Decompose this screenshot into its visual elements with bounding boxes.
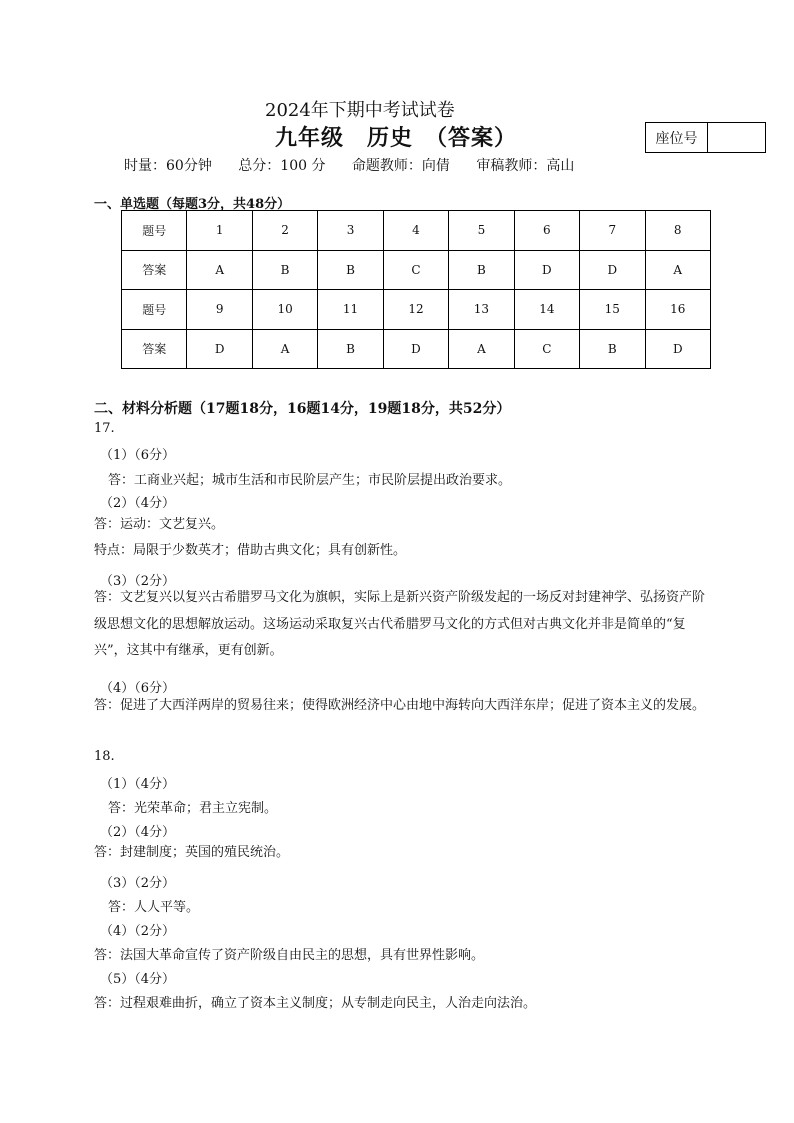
table-cell: D <box>383 329 448 369</box>
table-cell: C <box>383 250 448 290</box>
table-cell: 4 <box>383 211 448 251</box>
table-cell: 9 <box>187 290 252 330</box>
table-cell: D <box>514 250 579 290</box>
q18-part2-answer: 答：封建制度；英国的殖民统治。 <box>94 845 290 860</box>
table-cell: 题号 <box>122 211 187 251</box>
table-cell: 答案 <box>122 329 187 369</box>
q18-part5-heading: （5）（4分） <box>100 972 176 987</box>
q18-part5-answer: 答：过程艰难曲折，确立了资本主义制度；从专制走向民主，人治走向法治。 <box>94 996 537 1011</box>
q17-part4-heading: （4）（6分） <box>100 681 176 696</box>
table-row <box>122 250 711 290</box>
table-cell: A <box>187 250 252 290</box>
table-cell: 6 <box>514 211 579 251</box>
table-cell: B <box>449 250 514 290</box>
exam-time: 时量：60分钟 <box>124 158 212 174</box>
exam-info <box>124 155 596 175</box>
table-cell: C <box>514 329 579 369</box>
table-cell: 13 <box>449 290 514 330</box>
table-cell: 15 <box>580 290 645 330</box>
q17-part2-heading: （2）（4分） <box>100 496 176 511</box>
table-cell: A <box>449 329 514 369</box>
q17-part3-answer: 答：文艺复兴以复兴古希腊罗马文化为旗帜，实际上是新兴资产阶级发起的一场反对封建神学、弘扬资产阶级思想文化的思想解放运动。这场运动采取复兴古代希腊罗马文化的方式但对古典文化并非是简单的“复兴”，这其中有继承，更有创新。 <box>94 590 706 658</box>
question-17-number: 17. <box>94 421 115 436</box>
q18-part2-heading: （2）（4分） <box>100 825 176 840</box>
table-cell: B <box>318 329 383 369</box>
table-cell: D <box>187 329 252 369</box>
q18-part3-answer: 答：人人平等。 <box>108 900 200 915</box>
exam-reviewer: 审稿教师：高山 <box>476 158 575 174</box>
table-row <box>122 290 711 330</box>
table-cell: 14 <box>514 290 579 330</box>
q17-part2-features: 特点：局限于少数英才；借助古典文化；具有创新性。 <box>94 543 407 558</box>
table-cell: D <box>580 250 645 290</box>
q17-part1-heading: （1）（6分） <box>100 448 176 463</box>
section1-heading: 一、单选题（每题3分，共48分） <box>94 197 291 212</box>
seat-number-field <box>708 123 765 152</box>
table-cell: 题号 <box>122 290 187 330</box>
seat-number-label: 座位号 <box>646 123 708 152</box>
table-cell: D <box>645 329 711 369</box>
table-cell: A <box>252 329 317 369</box>
exam-author: 命题教师：向倩 <box>351 158 450 174</box>
answer-table <box>121 210 711 369</box>
table-row <box>122 211 711 251</box>
table-cell: 1 <box>187 211 252 251</box>
q18-part4-answer: 答：法国大革命宣传了资产阶级自由民主的思想，具有世界性影响。 <box>94 948 485 963</box>
table-row <box>122 329 711 369</box>
table-cell: 10 <box>252 290 317 330</box>
table-cell: A <box>645 250 711 290</box>
table-cell: 12 <box>383 290 448 330</box>
q17-part2-answer: 答：运动：文艺复兴。 <box>94 517 225 532</box>
exam-title: 2024年下期中考试试卷 <box>265 100 455 121</box>
table-cell: 8 <box>645 211 711 251</box>
table-cell: B <box>318 250 383 290</box>
q18-part1-heading: （1）（4分） <box>100 777 176 792</box>
table-cell: 5 <box>449 211 514 251</box>
seat-number-box <box>645 122 766 153</box>
table-cell: 11 <box>318 290 383 330</box>
q17-part3-heading: （3）（2分） <box>100 574 176 589</box>
table-cell: B <box>580 329 645 369</box>
section2-heading: 二、材料分析题（17题18分，16题14分，19题18分，共52分） <box>94 401 511 417</box>
q17-part4-answer: 答：促进了大西洋两岸的贸易往来；使得欧洲经济中心由地中海转向大西洋东岸；促进了资本主义的发展。 <box>94 698 706 713</box>
table-cell: 3 <box>318 211 383 251</box>
q18-part3-heading: （3）（2分） <box>100 876 176 891</box>
exam-score: 总分：100 分 <box>238 158 326 174</box>
q18-part1-answer: 答：光荣革命；君主立宪制。 <box>108 801 278 816</box>
table-cell: 7 <box>580 211 645 251</box>
table-cell: B <box>252 250 317 290</box>
table-cell: 2 <box>252 211 317 251</box>
table-cell: 16 <box>645 290 711 330</box>
q17-part1-answer: 答：工商业兴起；城市生活和市民阶层产生；市民阶层提出政治要求。 <box>108 473 512 488</box>
exam-subtitle: 九年级 历史 （答案） <box>275 125 518 151</box>
table-cell: 答案 <box>122 250 187 290</box>
question-18-number: 18. <box>94 749 115 764</box>
q18-part4-heading: （4）（2分） <box>100 924 176 939</box>
